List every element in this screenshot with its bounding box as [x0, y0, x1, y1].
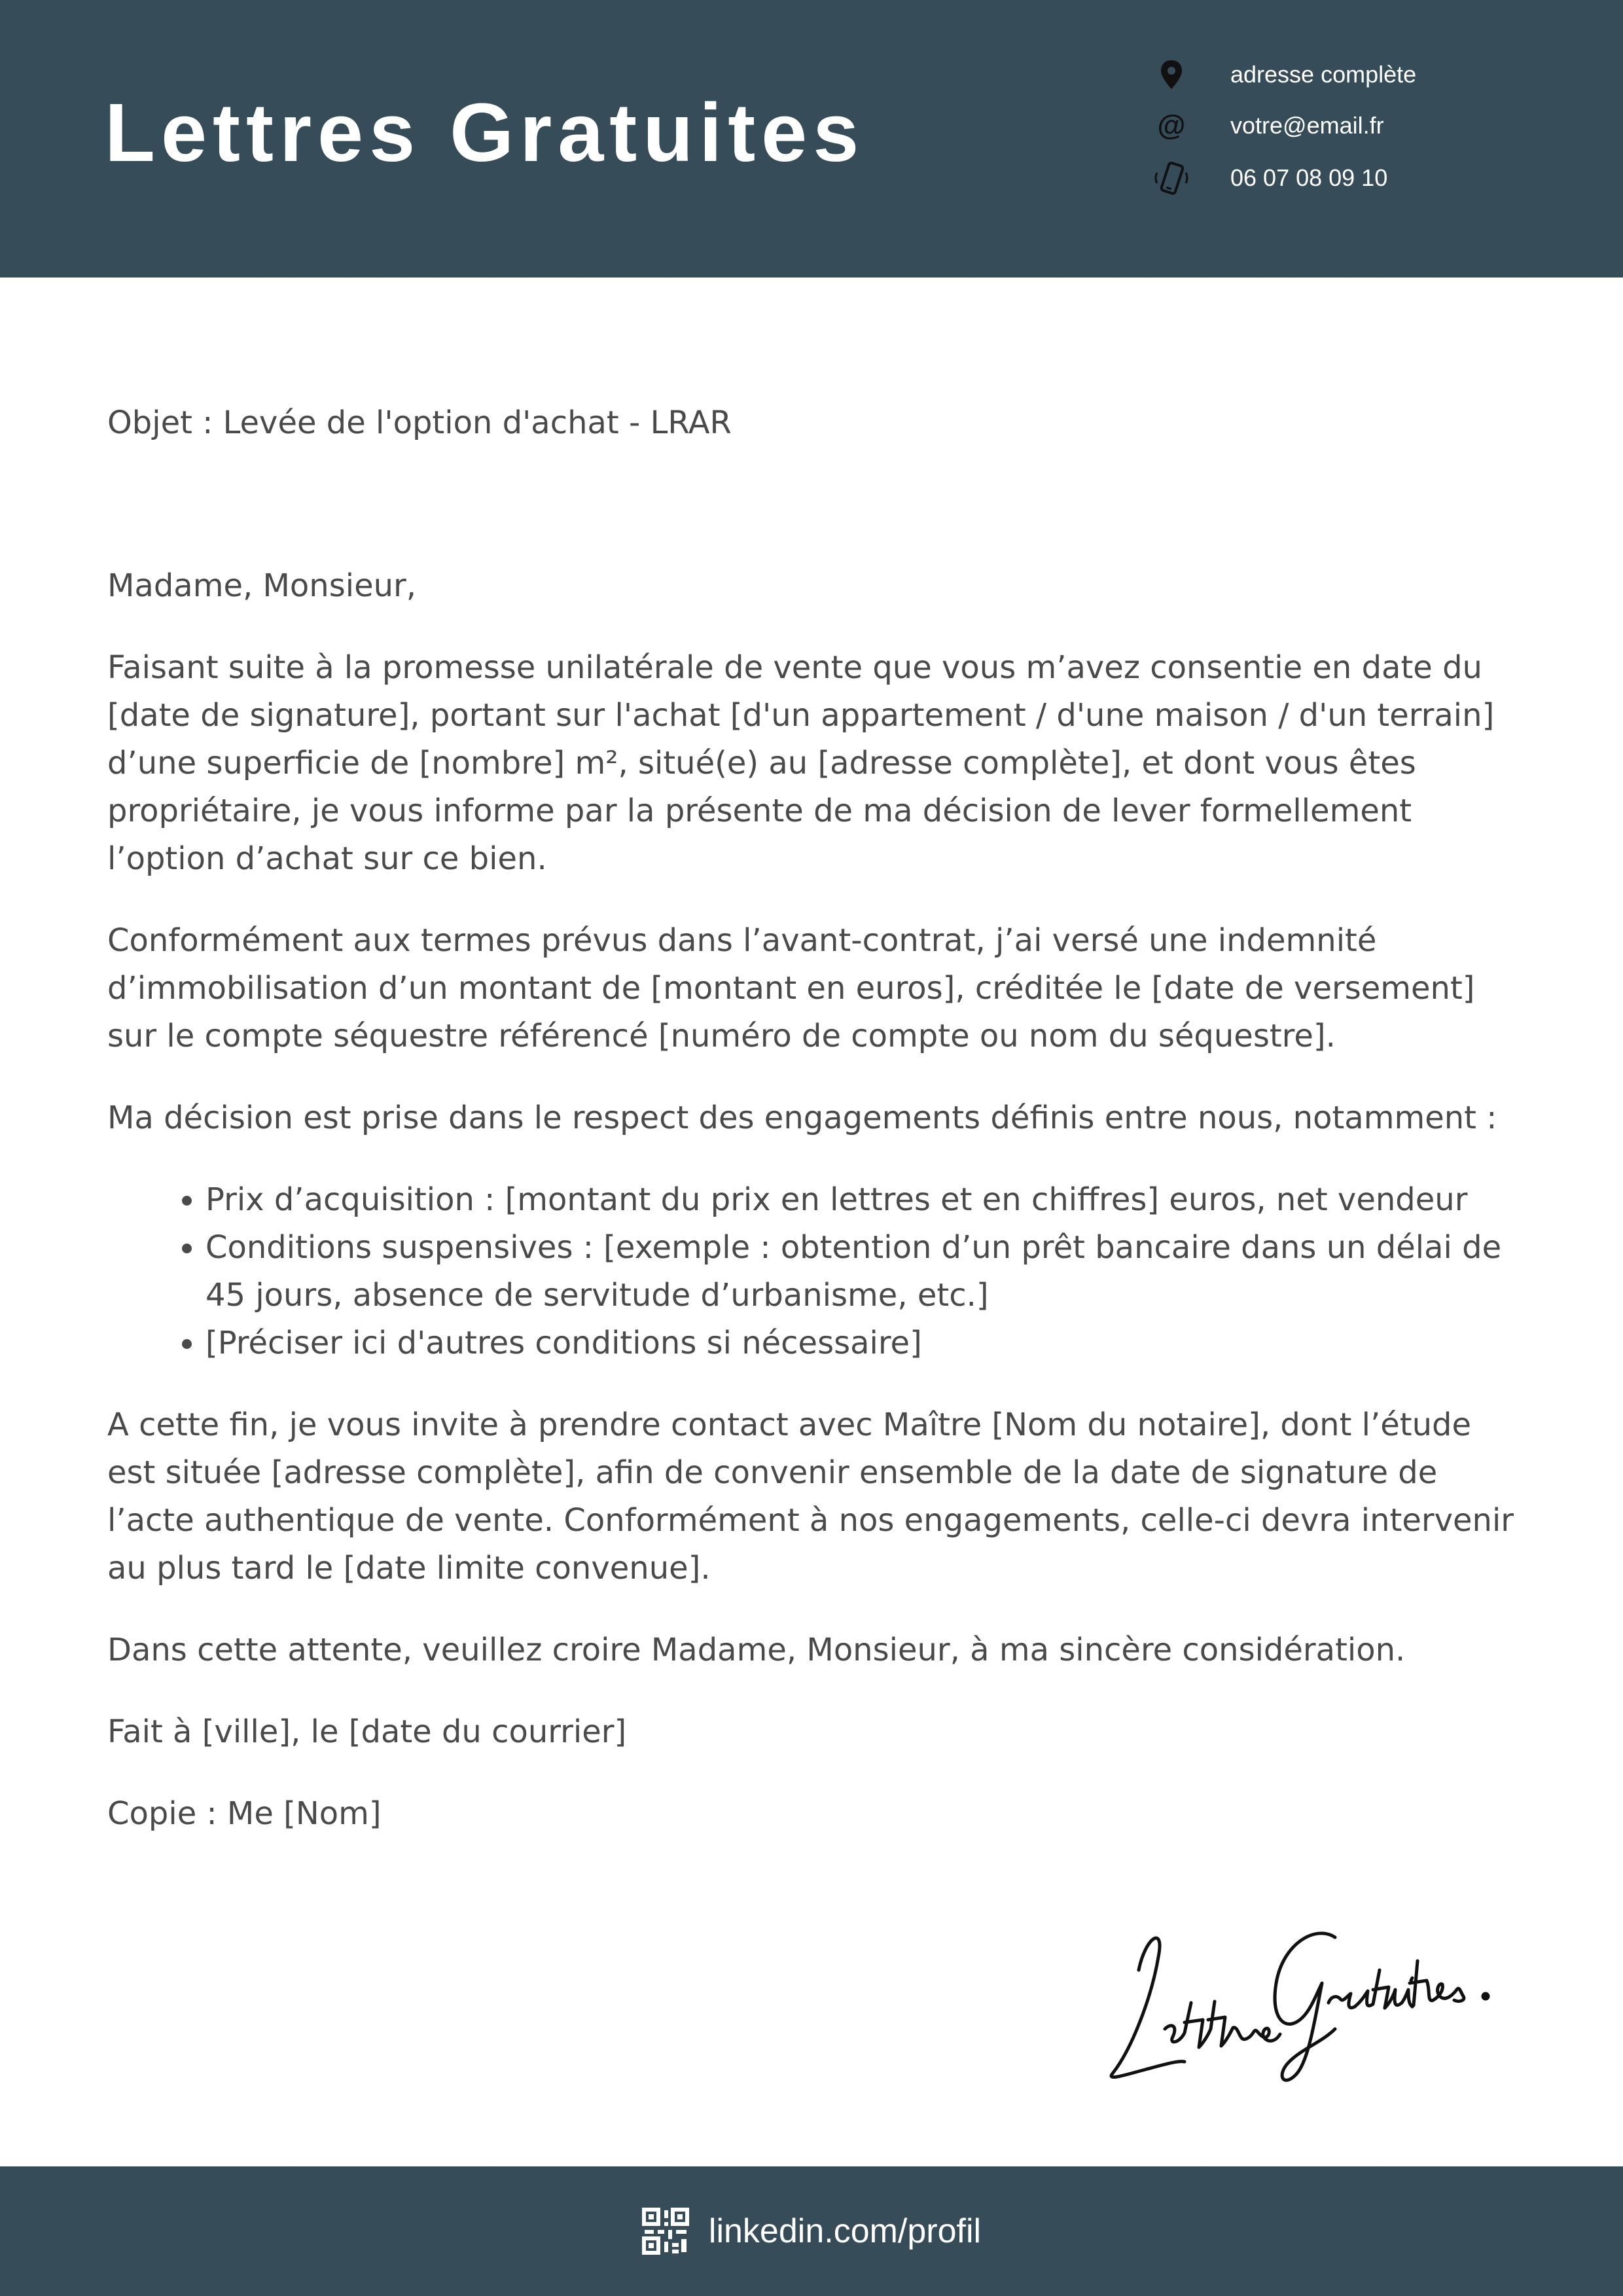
paragraph-commitments: Ma décision est prise dans le respect des engagements définis entre nous, notamment : [107, 1100, 1497, 1136]
at-sign-icon [1152, 106, 1191, 145]
copy-line: Copie : Me [Nom] [107, 1795, 382, 1832]
svg-text:@: @ [1157, 109, 1186, 141]
closing-formula: Dans cette attente, veuillez croire Madame, Monsieur, à ma sincère considération. [107, 1632, 1406, 1668]
brand-title: Lettres Gratuites [105, 86, 865, 179]
phone-icon [1152, 158, 1191, 198]
letter-subject: Objet : Levée de l'option d'achat - LRAR [107, 404, 732, 441]
letter-body [107, 399, 1521, 1872]
contact-phone[interactable] [1152, 157, 1597, 199]
place-and-date: Fait à [ville], le [date du courrier] [107, 1713, 627, 1750]
handwritten-signature [1086, 1898, 1518, 2108]
paragraph-indemnity: Conformément aux termes prévus dans l’avant-contrat, j’ai versé une indemnité d’immobilisation d’un montant de [montant en euros], créditée le [date de versement] sur le compte séquestre référencé [numéro de compte ou nom du séquestre]. [107, 922, 1475, 1054]
footer-content [0, 2166, 1623, 2296]
list-item-other: • [Préciser ici d'autres conditions si nécessaire] [205, 1319, 1521, 1367]
phone-text[interactable]: 06 07 08 09 10 [1230, 164, 1388, 191]
linkedin-link[interactable]: linkedin.com/profil [708, 2212, 982, 2250]
contact-email[interactable] [1152, 105, 1597, 147]
list-item-conditions: • Conditions suspensives : [exemple : obtention d’un prêt bancaire dans un délai de 45 jours, absence de servitude d’urbanisme, etc.] [205, 1224, 1521, 1319]
list-item-price: • Prix d’acquisition : [montant du prix en lettres et en chiffres] euros, net vendeur [205, 1176, 1521, 1224]
qr-code-icon [642, 2208, 689, 2255]
header-banner [0, 0, 1623, 278]
paragraph-promise: Faisant suite à la promesse unilatérale de vente que vous m’avez consentie en date du [date de signature], portant sur l'achat [d'un appartement / d'une maison / d'un terrain] d’une superficie de [nombre] m², situé(e) au [adresse complète], et dont vous êtes propriétaire, je vous informe par la présente de ma décision de lever formellement l’option d’achat sur ce bien. [107, 649, 1495, 877]
footer-banner [0, 2166, 1623, 2296]
email-text[interactable]: votre@email.fr [1230, 112, 1384, 139]
location-pin-icon [1152, 55, 1191, 94]
salutation: Madame, Monsieur, [107, 567, 417, 604]
conditions-list [107, 1176, 1521, 1367]
contact-address [1152, 54, 1597, 96]
address-text: adresse complète [1230, 61, 1417, 88]
paragraph-notary: A cette fin, je vous invite à prendre contact avec Maître [Nom du notaire], dont l’étude est située [adresse complète], afin de convenir ensemble de la date de signature de l’acte authentique de vente. Conformément à nos engagements, celle-ci devra intervenir au plus tard le [date limite convenue]. [107, 1407, 1514, 1587]
